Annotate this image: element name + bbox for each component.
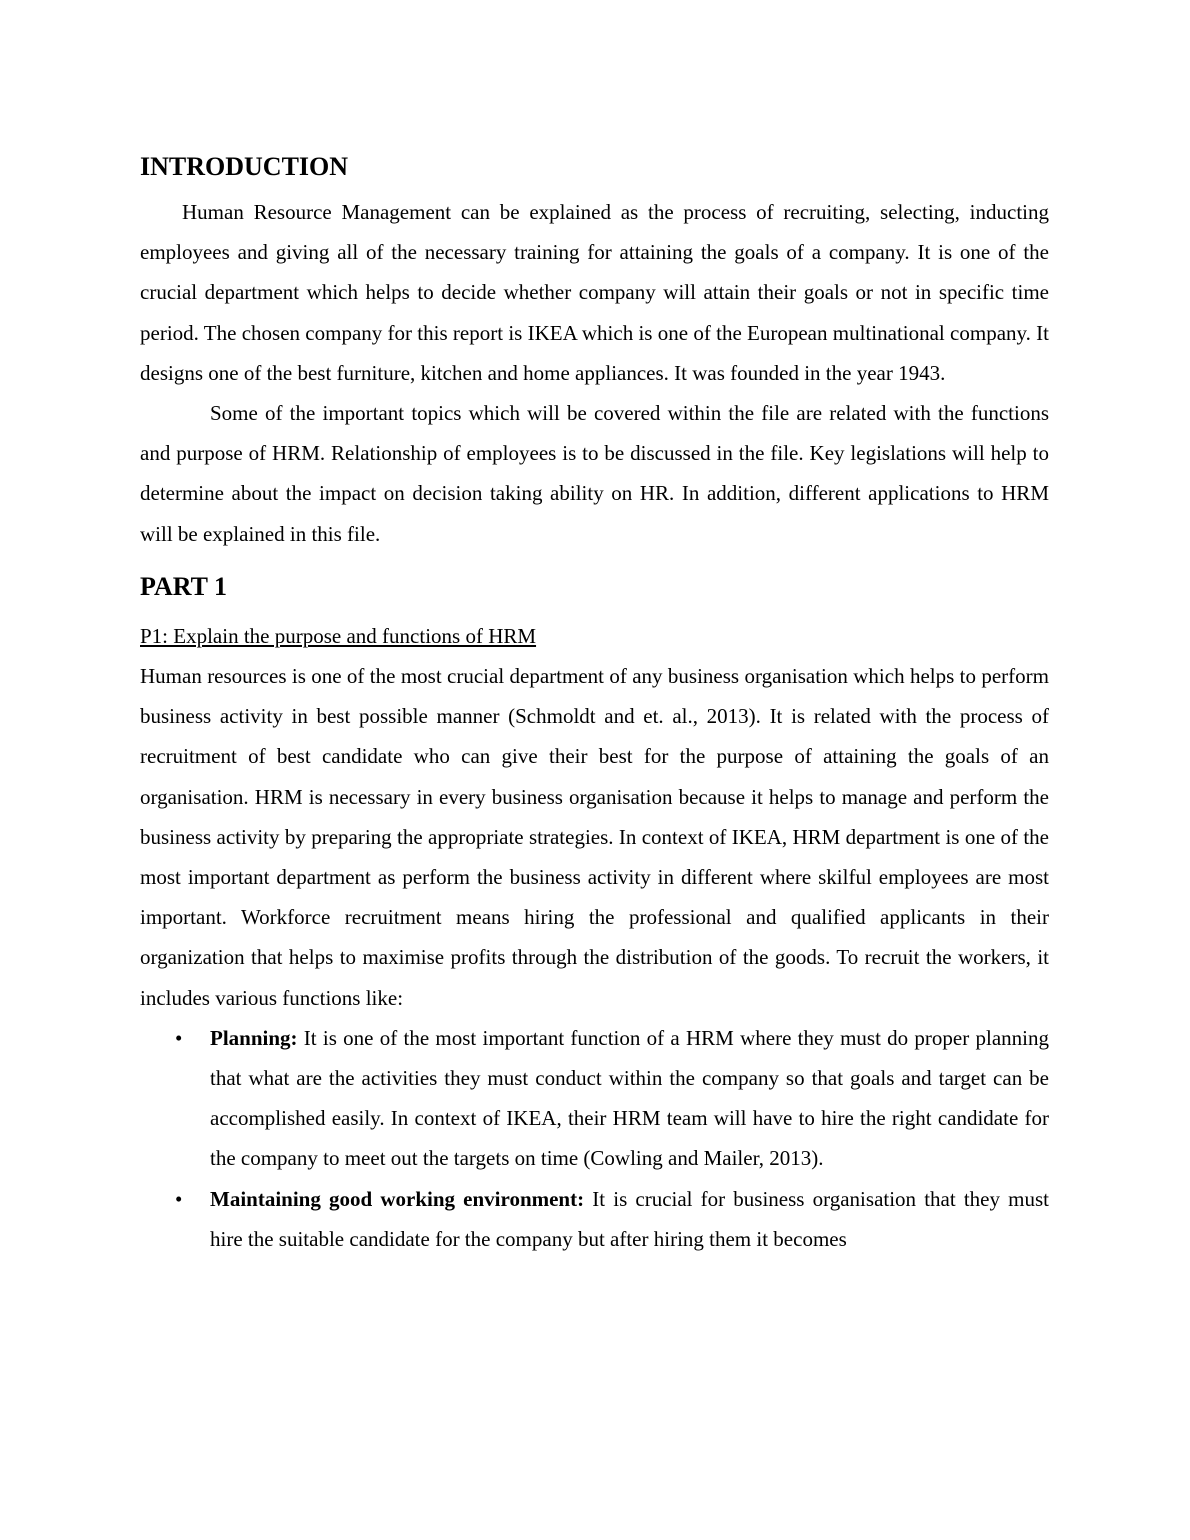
bullet-icon: •: [175, 1186, 183, 1211]
list-item-text: It is crucial for business organisation that they must hire the suitable candidate for the company but after hiring them it becomes: [210, 1186, 1049, 1251]
bullet-icon: •: [175, 1025, 183, 1050]
list-item-planning: [175, 1018, 1049, 1179]
document-page: [140, 150, 1049, 1259]
p1-subheading: P1: Explain the purpose and functions of HRM: [140, 623, 537, 648]
functions-list: [140, 1018, 1049, 1259]
introduction-paragraph-1: Human Resource Management can be explained as the process of recruiting, selecting, inducting employees and giving all of the necessary training for attaining the goals of a company. It is one of the crucial department which helps to decide whether company will attain their goals or not in specific time period. The chosen company for this report is IKEA which is one of the European multinational company. It designs one of the best furniture, kitchen and home appliances. It was founded in the year 1943.: [140, 200, 1049, 385]
list-item-text: It is one of the most important function of a HRM where they must do proper planning that what are the activities they must conduct within the company so that goals and target can be accomplished easily. In context of IKEA, their HRM team will have to hire the right candidate for the company to meet out the targets on time (Cowling and Mailer, 2013).: [210, 1025, 1049, 1171]
introduction-heading: INTRODUCTION: [140, 152, 349, 181]
list-item-working-environment: [175, 1179, 1049, 1259]
part-1-heading: PART 1: [140, 571, 227, 601]
list-item-title: Maintaining good working environment:: [210, 1186, 585, 1211]
introduction-paragraph-2: Some of the important topics which will be covered within the file are related with the functions and purpose of HRM. Relationship of employees is to be discussed in the file. Key legislations will help to determine about the impact on decision taking ability on HR. In addition, different applications to HRM will be explained in this file.: [140, 401, 1049, 546]
list-item-title: Planning:: [210, 1025, 298, 1050]
part-1-paragraph: Human resources is one of the most crucial department of any business organisation which helps to perform business activity in best possible manner (Schmoldt and et. al., 2013). It is related with the process of recruitment of best candidate who can give their best for the purpose of attaining the goals of an organisation. HRM is necessary in every business organisation because it helps to manage and perform the business activity by preparing the appropriate strategies. In context of IKEA, HRM department is one of the most important department as perform the business activity in different where skilful employees are most important. Workforce recruitment means hiring the professional and qualified applicants in their organization that helps to maximise profits through the distribution of the goods. To recruit the workers, it includes various functions like:: [140, 664, 1049, 1010]
